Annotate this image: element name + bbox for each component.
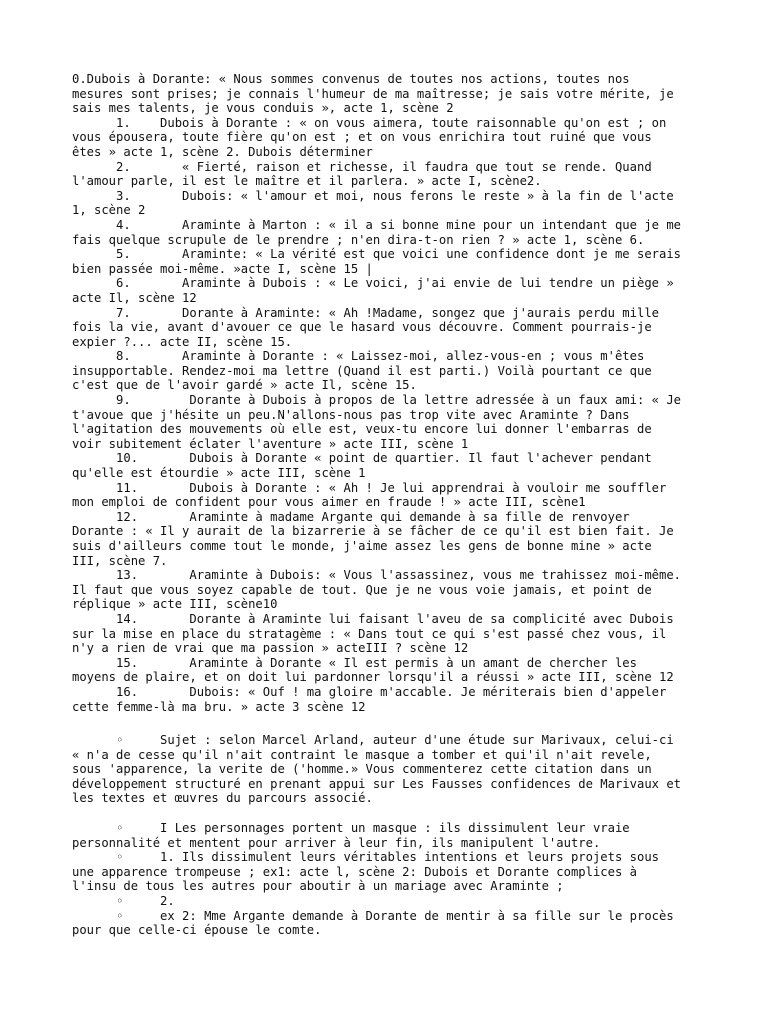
quote-line: l'agitation des mouvements où elle est, veux-tu encore lui donner l'embarras de xyxy=(72,422,652,437)
outline-line: une apparence trompeuse ; ex1: acte l, scène 2: Dubois et Dorante complices à xyxy=(72,864,637,879)
quote-line: êtes » acte 1, scène 2. Dubois déterminer xyxy=(72,144,373,159)
outline-list xyxy=(72,821,700,938)
quote-line: mon emploi de confident pour vous aimer en fraude ! » acte III, scène1 xyxy=(72,495,586,510)
quotes-list xyxy=(72,72,700,714)
quote-line: 12. Araminte à madame Argante qui demande à sa fille de renvoyer xyxy=(72,509,630,524)
sujet-line: développement structuré en prenant appui sur Les Fausses confidences de Marivaux et xyxy=(72,776,682,791)
quote-line: III, scène 7. xyxy=(72,553,168,568)
quote-line: 5. Araminte: « La vérité est que voici une confidence dont je me serais xyxy=(72,247,682,262)
sujet-paragraph xyxy=(72,733,700,806)
quote-line: voir subitement éclater l'aventure » acte III, scène 1 xyxy=(72,436,469,451)
quote-line: 10. Dubois à Dorante « point de quartier. Il faut l'achever pendant xyxy=(72,451,652,466)
outline-line: ◦ 2. xyxy=(72,893,175,908)
quote-line: 11. Dubois à Dorante : « Ah ! Je lui apprendrai à vouloir me souffler xyxy=(72,480,667,495)
quote-line: mesures sont prises; je connais l'humeur de ma maîtresse; je sais votre mérite, je xyxy=(72,86,674,101)
quote-line: Dorante : « Il y aurait de la bizarrerie à se fâcher de ce qu'il est bien fait. Je xyxy=(72,524,674,539)
quote-line: qu'elle est étourdie » acte III, scène 1 xyxy=(72,466,366,481)
quote-line: réplique » acte III, scène10 xyxy=(72,597,278,612)
sujet-line: « n'a de cesse qu'il n'ait contraint le masque a tomber et qui'il n'ait revele, xyxy=(72,747,652,762)
sujet-line: les textes et œuvres du parcours associé. xyxy=(72,791,373,806)
quote-line: c'est que de l'avoir gardé » acte Il, scène 15. xyxy=(72,378,417,393)
quote-line: suis d'ailleurs comme tout le monde, j'aime assez les gens de bonne mine » acte xyxy=(72,539,652,553)
quote-line: 6. Araminte à Dubois : « Le voici, j'ai envie de lui tendre un piège » xyxy=(72,276,674,291)
quote-line: Il faut que vous soyez capable de tout. Que je ne vous voie jamais, et point de xyxy=(72,582,652,597)
quote-line: 15. Araminte à Dorante « Il est permis à un amant de chercher les xyxy=(72,655,637,670)
quote-line: 3. Dubois: « l'amour et moi, nous ferons le reste » à la fin de l'acte xyxy=(72,188,674,203)
sujet-line: ◦ Sujet : selon Marcel Arland, auteur d'une étude sur Marivaux, celui-ci xyxy=(72,733,674,747)
quote-line: fois la vie, avant d'avouer ce que le hasard vous découvre. Comment pourrais-je xyxy=(72,320,652,335)
quote-line: 8. Araminte à Dorante : « Laissez-moi, allez-vous-en ; vous m'êtes xyxy=(72,349,645,364)
quote-line: expier ?... acte II, scène 15. xyxy=(72,334,293,349)
outline-line: l'insu de tous les autres pour aboutir à un mariage avec Araminte ; xyxy=(72,879,564,894)
quote-line: moyens de plaire, et on doit lui pardonner lorsqu'il a réussi » acte III, scène 12 xyxy=(72,670,674,685)
quote-line: 0.Dubois à Dorante: « Nous sommes convenus de toutes nos actions, toutes nos xyxy=(72,72,630,86)
quote-line: 4. Araminte à Marton : « il a si bonne mine pour un intendant que je me xyxy=(72,217,682,232)
outline-line: ◦ 1. Ils dissimulent leurs véritables intentions et leurs projets sous xyxy=(72,850,659,865)
quote-line: insupportable. Rendez-moi ma lettre (Quand il est parti.) Voilà pourtant ce que xyxy=(72,363,652,378)
quote-line: 1, scène 2 xyxy=(72,203,146,218)
quote-line: cette femme-là ma bru. » acte 3 scène 12 xyxy=(72,699,366,714)
outline-line: ◦ ex 2: Mme Argante demande à Dorante de mentir à sa fille sur le procès xyxy=(72,908,674,923)
quote-line: acte Il, scène 12 xyxy=(72,290,197,305)
quote-line: bien passée moi-même. »acte I, scène 15 | xyxy=(72,261,373,276)
quote-line: 14. Dorante à Araminte lui faisant l'aveu de sa complicité avec Dubois xyxy=(72,611,674,626)
quote-line: l'amour parle, il est le maître et il parlera. » acte I, scène2. xyxy=(72,174,542,189)
outline-line: pour que celle-ci épouse le comte. xyxy=(72,923,322,938)
quote-line: 16. Dubois: « Ouf ! ma gloire m'accable. Je mériterais bien d'appeler xyxy=(72,684,667,699)
sujet-line: sous 'apparence, la verite de ('homme.» Vous commenterez cette citation dans un xyxy=(72,762,652,777)
quote-line: 9. Dorante à Dubois à propos de la lettre adressée à un faux ami: « Je xyxy=(72,393,682,408)
quote-line: 2. « Fierté, raison et richesse, il faudra que tout se rende. Quand xyxy=(72,159,652,174)
quote-line: 7. Dorante à Araminte: « Ah !Madame, songez que j'aurais perdu mille xyxy=(72,305,659,320)
outline-line: personnalité et mentent pour arriver à leur fin, ils manipulent l'autre. xyxy=(72,835,601,850)
quote-line: 13. Araminte à Dubois: « Vous l'assassinez, vous me trahissez moi-même. xyxy=(72,568,682,583)
quote-line: 1. Dubois à Dorante : « on vous aimera, toute raisonnable qu'on est ; on xyxy=(72,115,667,130)
quote-line: sais mes talents, je vous conduis », acte 1, scène 2 xyxy=(72,101,454,116)
quote-line: vous épousera, toute fière qu'on est ; et on vous enrichira tout ruiné que vous xyxy=(72,130,652,145)
quote-line: n'y a rien de vrai que ma passion » acteIII ? scène 12 xyxy=(72,641,469,656)
outline-line: ◦ I Les personnages portent un masque : ils dissimulent leur vraie xyxy=(72,821,630,835)
quote-line: sur la mise en place du stratagème : « Dans tout ce qui s'est passé chez vous, il xyxy=(72,626,667,641)
quote-line: t'avoue que j'hésite un peu.N'allons-nous pas trop vite avec Araminte ? Dans xyxy=(72,407,630,422)
quote-line: fais quelque scrupule de le prendre ; n'en dira-t-on rien ? » acte 1, scène 6. xyxy=(72,232,645,247)
